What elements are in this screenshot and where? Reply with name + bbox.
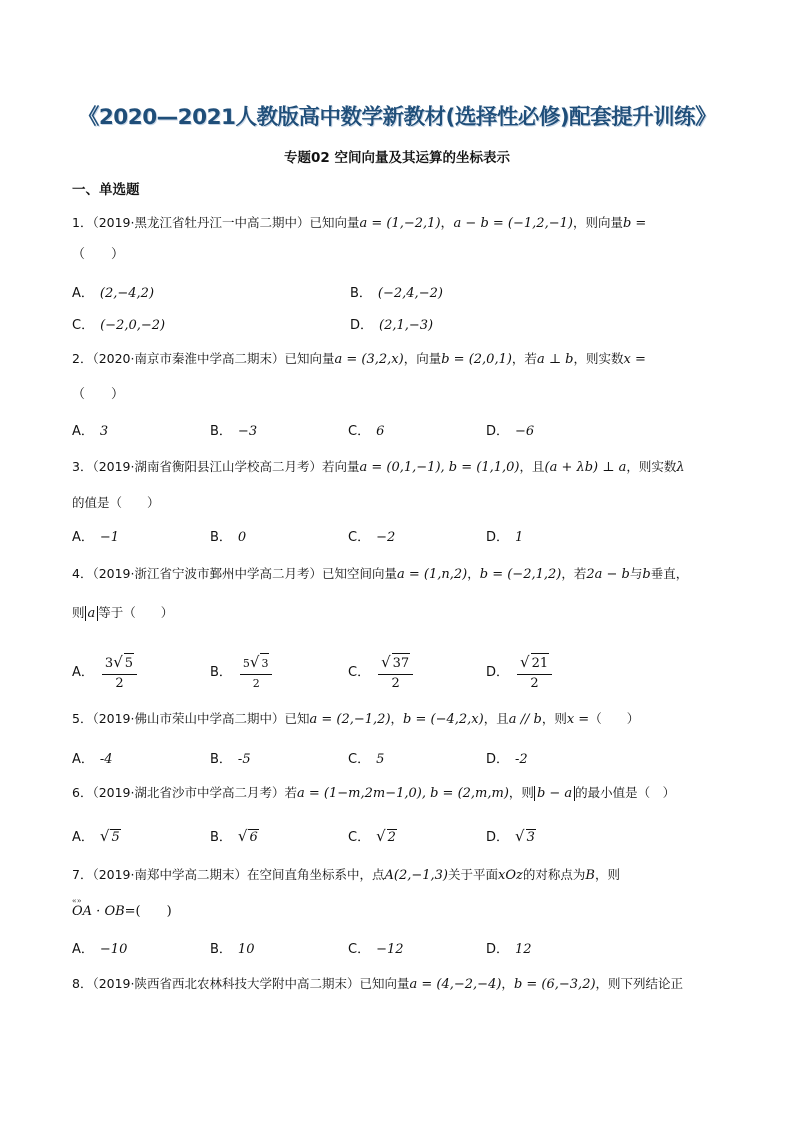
q3-option-c[interactable]: C． −2 [348, 530, 396, 545]
q2-option-b[interactable]: B． −3 [210, 424, 258, 439]
q4-option-c[interactable]: C． $\frac{√ 37}{2}$ [348, 652, 415, 693]
q1-math-a: a = (1,−2,1) [359, 216, 441, 231]
q7-option-c[interactable]: C． −12 [348, 942, 404, 957]
question-4-options [72, 646, 732, 694]
q7-option-b[interactable]: B． 10 [210, 942, 255, 957]
question-4-stem: 4．（2019·浙江省宁波市鄞州中学高二月考）已知空间向量a = (1,n,2)，b = (−2,1,2)，若2a − b与b垂直， [72, 566, 689, 582]
topic-subtitle: 专题02 空间向量及其运算的坐标表示 [284, 150, 510, 166]
q6-option-d[interactable]: D． √ 3 [486, 827, 535, 845]
question-6-stem: 6．（2019·湖北省沙市中学高二月考）若a = (1−m,2m−1,0), b = (2,m,m)，则 b − a 的最小值是（ ） [72, 785, 676, 801]
q3-option-d[interactable]: D． 1 [486, 530, 524, 545]
q1-option-a[interactable]: A． (2,−4,2) [72, 286, 155, 301]
q5-option-c[interactable]: C． 5 [348, 752, 385, 767]
q6-option-a[interactable]: A． √ 5 [72, 827, 120, 845]
question-2-stem: 2．（2020·南京市秦淮中学高二期末）已知向量a = (3,2,x)，向量b = (2,0,1)，若a ⊥ b，则实数x = [72, 351, 646, 367]
q3-option-a[interactable]: A． −1 [72, 530, 120, 545]
q5-option-a[interactable]: A． -4 [72, 752, 113, 767]
question-3-stem: 3．（2019·湖南省衡阳县江山学校高二月考）若向量a = (0,1,−1), b = (1,1,0)，且(a + λb) ⊥ a，则实数λ [72, 459, 685, 475]
question-7-options [72, 938, 732, 960]
q6-option-c[interactable]: C． √ 2 [348, 827, 396, 845]
question-1-stem: 1．（2019·黑龙江省牡丹江一中高二期中）已知向量a = (1,−2,1)，a − b = (−1,2,−1)，则向量b = [72, 215, 647, 231]
question-3-options [72, 526, 732, 548]
question-6-options [72, 826, 732, 848]
question-3-line2: 的值是（ ） [72, 495, 160, 510]
section-heading: 一、单选题 [72, 182, 140, 198]
q1-option-d[interactable]: D． (2,1,−3) [350, 318, 434, 333]
question-1-options-2 [72, 314, 732, 336]
question-2-blank: （ ） [72, 387, 125, 402]
question-4-line2: 则 a 等于（ ） [72, 605, 174, 621]
q7-option-a[interactable]: A． −10 [72, 942, 128, 957]
q4-option-a[interactable]: A． $\frac{3√ 5}{2}$ [72, 652, 139, 693]
question-1-options [72, 282, 732, 304]
q5-option-b[interactable]: B． -5 [210, 752, 251, 767]
question-5-options [72, 748, 732, 770]
q1-math-diff: a − b = (−1,2,−1) [453, 216, 573, 231]
q2-option-a[interactable]: A． 3 [72, 424, 109, 439]
series-banner: 《2020—2021人教版高中数学新教材(选择性必修)配套提升训练》 [77, 105, 717, 130]
q3-option-b[interactable]: B． 0 [210, 530, 247, 545]
question-2-options [72, 420, 732, 442]
q1-option-c[interactable]: C． (−2,0,−2) [72, 318, 166, 333]
q5-option-d[interactable]: D． -2 [486, 752, 528, 767]
q2-option-c[interactable]: C． 6 [348, 424, 385, 439]
q2-option-d[interactable]: D． −6 [486, 424, 535, 439]
q1-option-b[interactable]: B． (−2,4,−2) [350, 286, 443, 301]
question-7-line2: ‹‹ ›› OA · OB=( ) [72, 903, 172, 921]
q6-option-b[interactable]: B． √ 6 [210, 827, 258, 845]
question-8-stem: 8．（2019·陕西省西北农林科技大学附中高二期末）已知向量a = (4,−2,−4)，b = (6,−3,2)，则下列结论正 [72, 976, 684, 992]
q4-option-d[interactable]: D． $\frac{√ 21}{2}$ [486, 652, 554, 693]
question-1-blank: （ ） [72, 247, 125, 262]
q7-option-d[interactable]: D． 12 [486, 942, 532, 957]
question-5-stem: 5．（2019·佛山市荣山中学高二期中）已知a = (2,−1,2)，b = (−4,2,x)，且a // b，则x =（ ） [72, 711, 640, 727]
q4-option-b[interactable]: B． $\frac{5√ 3}{2}$ [210, 652, 274, 693]
q1-math-b: b = [622, 216, 647, 231]
question-7-stem: 7．（2019·南郑中学高二期末）在空间直角坐标系中，点A(2,−1,3)关于平面xOz的对称点为B，则 [72, 867, 620, 883]
